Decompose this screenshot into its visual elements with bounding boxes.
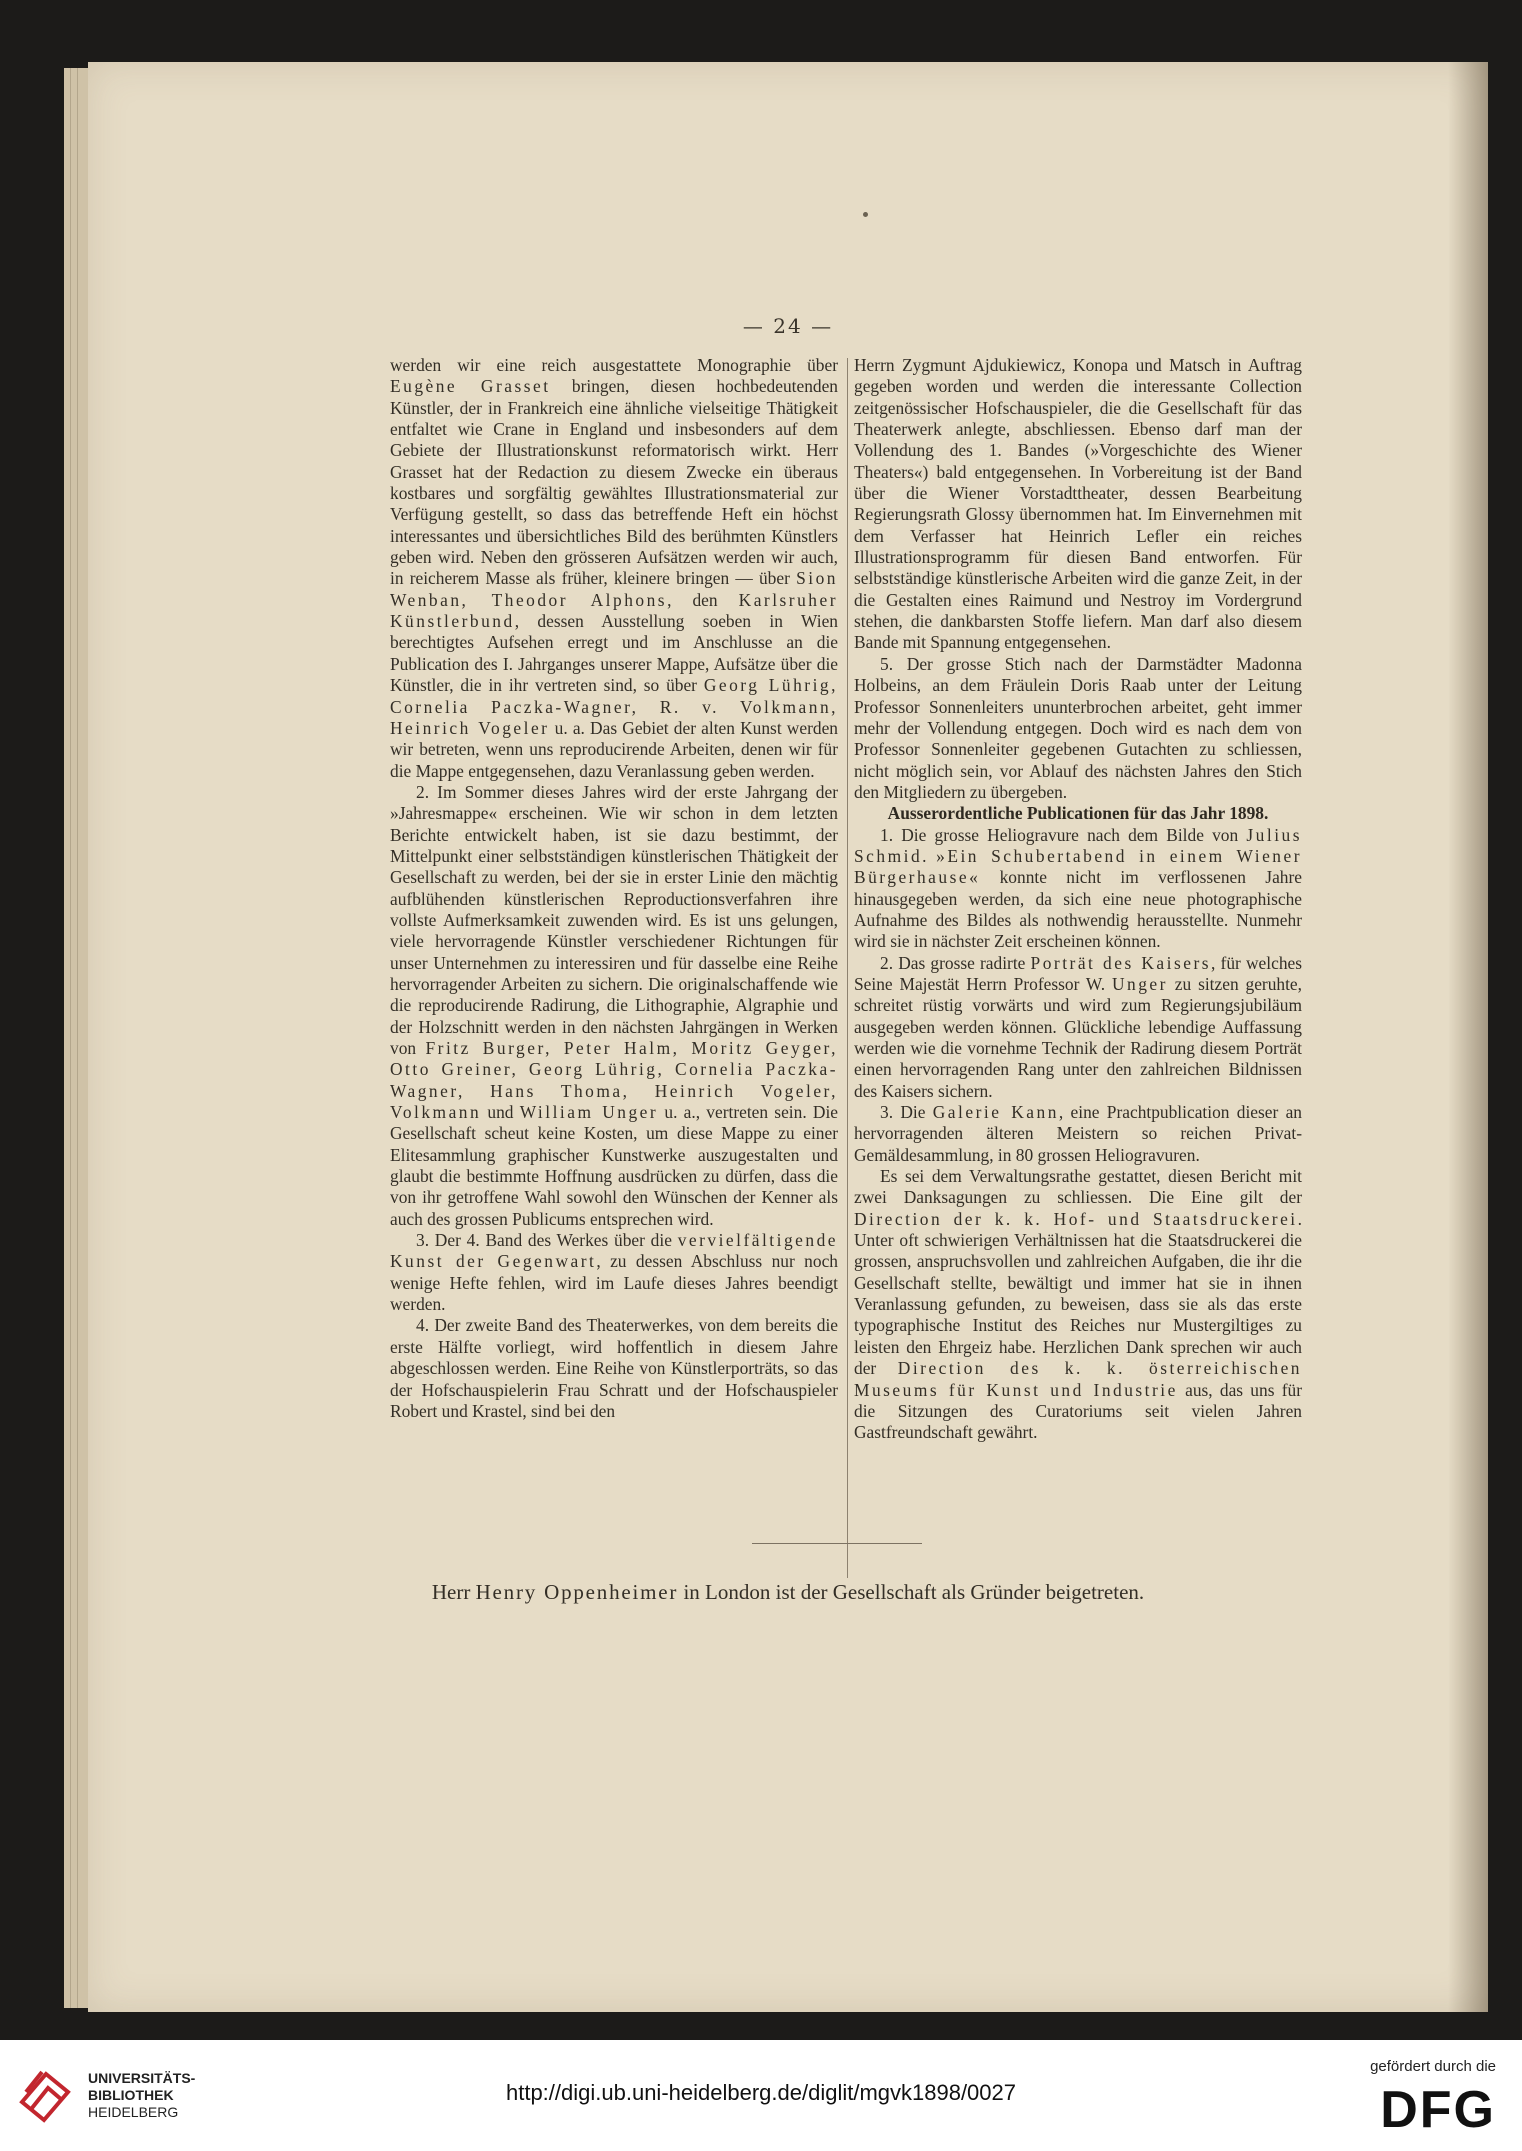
paragraph: 1. Die grosse Heliogravure nach dem Bilde von Julius Schmid. »Ein Schubertabend in einem Wiener Bürgerhause« konnte nicht im verflossenen Jahre hinausgegeben werden, da sich eine neue photographische Aufnahme des Bildes als nothwendig herausstellte. Nunmehr wird sie in nächster Zeit erscheinen können. — [854, 824, 1302, 952]
paragraph: 4. Der zweite Band des Theaterwerkes, von dem bereits die erste Hälfte vorliegt, wird hoffentlich in diesem Jahre abgeschlossen werden. Eine Reihe von Künstlerporträts, so das der Hofschauspielerin Frau Schratt und der Hofschauspieler Robert und Krastel, sind bei den — [390, 1315, 838, 1421]
section-heading: Ausserordentliche Publicationen für das Jahr 1898. — [887, 803, 1269, 824]
text-column-right — [854, 355, 1302, 1444]
institution-line-1: UNIVERSITÄTS- — [88, 2070, 196, 2086]
paragraph: 3. Der 4. Band des Werkes über die vervielfältigende Kunst der Gegenwart, zu dessen Abschluss nur noch wenige Hefte fehlen, wird im Laufe dieses Jahres beendigt werden. — [390, 1230, 838, 1315]
column-divider — [847, 358, 848, 1578]
page-number: — 24 — — [742, 314, 834, 338]
paper-speck — [863, 212, 868, 217]
funding-caption: gefördert durch die — [1370, 2058, 1496, 2075]
paragraph: Herrn Zygmunt Ajdukiewicz, Konopa und Matsch in Auftrag gegeben worden und werden die interessante Collection zeitgenössischer Hofschauspieler, die die Gesellschaft für das Theaterwerk anlegte, abschliessen. Ebenso darf man der Vollendung des 1. Bandes (»Vorgeschichte des Wiener Theaters«) bald entgegensehen. In Vorbereitung ist der Band über die Wiener Vorstadttheater, dessen Bearbeitung Regierungsrath Glossy übernommen hat. Im Einvernehmen mit dem Verfasser hat Heinrich Lefler ein reiches Illustrationsprogramm für diesen Band entworfen. Für selbstständige künstlerische Arbeiten wird die ganze Zeit, in der die Gestalten eines Raimund und Nestroy im Vordergrund stehen, die dankbarsten Stoffe liefern. Man darf also diesem Bande mit Spannung entgegensehen. — [854, 355, 1302, 653]
paragraph: werden wir eine reich ausgestattete Monographie über Eugène Grasset bringen, diesen hochbedeutenden Künstler, der in Frankreich eine ähnliche vielseitige Thätigkeit entfaltet wie Crane in England und insbesonders auf dem Gebiete der Illustrationskunst reformatorisch wirkt. Herr Grasset hat der Redaction zu diesem Zwecke ein überaus kostbares und sorgfältig gewähltes Illustrationsmaterial zur Verfügung gestellt, so dass das betreffende Heft ein höchst interessantes und übersichtliches Bild des berühmten Künstlers geben wird. Neben den grösseren Aufsätzen werden wir auch, in reicherem Masse als früher, kleinere bringen — über Sion Wenban, Theodor Alphons, den Karlsruher Künstlerbund, dessen Ausstellung soeben in Wien berechtigtes Aufsehen erregt und im Anschlusse an die Publication des I. Jahrganges unserer Mappe, Aufsätze über die Künstler, die in ihr vertreten sind, so über Georg Lührig, Cornelia Paczka-Wagner, R. v. Volkmann, Heinrich Vogeler u. a. Das Gebiet der alten Kunst werden wir betreten, wenn uns reproducirende Arbeiten, denen wir für die Mappe entgegensehen, dazu Veranlassung geben werden. — [390, 355, 839, 781]
paragraph: 5. Der grosse Stich nach der Darmstädter Madonna Holbeins, an dem Fräulein Doris Raab unter der Leitung Professor Sonnenleiters ununterbrochen arbeitet, geht immer mehr der Vollendung entgegen. Doch wird es nach dem von Professor Sonnenleiter gegebenen Gutachten zu schliessen, nicht möglich sein, vor Ablauf des nächsten Jahres den Stich den Mitgliedern zu übergeben. — [854, 653, 1302, 802]
page-gutter-shadow — [1448, 62, 1488, 2012]
page-stack-edge — [71, 68, 78, 2008]
founder-notice: Herr Henry Oppenheimer in London ist der Gesellschaft als Gründer beigetreten. — [431, 1580, 1145, 1604]
institution-line-3: HEIDELBERG — [88, 2104, 179, 2120]
page-stack-edge — [64, 68, 71, 2008]
paragraph: 2. Das grosse radirte Porträt des Kaisers, für welches Seine Majestät Herrn Professor W. Unger zu sitzen geruhte, schreitet rüstig vorwärts und wird zum Regierungsjubiläum ausgegeben werden können. Glückliche lebendige Auffassung werden wie die vornehme Technik der Radirung diesem Porträt einen hervorragenden Rang unter den zahlreichen Bildnissen des Kaisers sichern. — [854, 952, 1302, 1101]
permalink-url[interactable]: http://digi.ub.uni-heidelberg.de/diglit/mgvk1898/0027 — [505, 2080, 1017, 2105]
text-column-left — [390, 355, 838, 1422]
book-page — [88, 62, 1488, 2012]
paragraph: Es sei dem Verwaltungsrathe gestattet, diesen Bericht mit zwei Danksagungen zu schliessen. Die Eine gilt der Direction der k. k. Hof- und Staatsdruckerei. Unter oft schwierigen Verhältnissen hat die Staatsdruckerei die grossen, anspruchsvollen und zahlreichen Aufgaben, die ihr die Gesellschaft stellte, bewältigt und immer hat sie in ihnen Veranlassung gefunden, zu beweisen, dass sie als das erste typographische Institut des Reiches nur Mustergiltiges zu leisten den Ehrgeiz habe. Herzlichen Dank sprechen wir auch der Direction des k. k. österreichischen Museums für Kunst und Industrie aus, das uns für die Sitzungen des Curatoriums seit vielen Jahren Gastfreundschaft gewährt. — [854, 1166, 1302, 1443]
paragraph: 3. Die Galerie Kann, eine Prachtpublication dieser an hervorragenden älteren Meistern so reichen Privat-Gemäldesammlung, in 80 grossen Heliogravuren. — [854, 1102, 1302, 1165]
digitization-footer — [0, 2040, 1522, 2151]
section-rule — [752, 1543, 922, 1544]
dfg-logo-icon[interactable]: DFG — [1380, 2081, 1496, 2139]
paragraph: 2. Im Sommer dieses Jahres wird der erste Jahrgang der »Jahresmappe« erscheinen. Wie wir schon in dem letzten Berichte entwickelt haben, ist sie dazu bestimmt, der Mittelpunkt einer selbstständigen künstlerischen Thätigkeit der Gesellschaft zu werden, bei der sie in erster Linie den mächtig aufblühenden künstlerischen Reproductionsverfahren ihre vollste Aufmerksamkeit zuwenden wird. Es ist uns gelungen, viele hervorragende Künstler verschiedener Richtungen für unser Unternehmen zu interessiren und für dasselbe eine Reihe hervorragender Arbeiten zu sichern. Die originalschaffende wie die reproducirende Radirung, die Lithographie, Algraphie und der Holzschnitt werden in den nächsten Jahrgängen in Werken von Fritz Burger, Peter Halm, Moritz Geyger, Otto Greiner, Georg Lührig, Cornelia Paczka-Wagner, Hans Thoma, Heinrich Vogeler, Volkmann und William Unger u. a., vertreten sein. Die Gesellschaft scheut keine Kosten, um diese Mappe zu einer Elitesammlung graphischer Kunstwerke auszugestalten und glaubt die bestimmte Hoffnung ausdrücken zu dürfen, dass die von ihr getroffene Wahl sowohl den Wünschen der Kenner als auch des grossen Publicums entsprechen wird. — [390, 781, 838, 1229]
institution-line-2: BIBLIOTHEK — [88, 2087, 174, 2103]
